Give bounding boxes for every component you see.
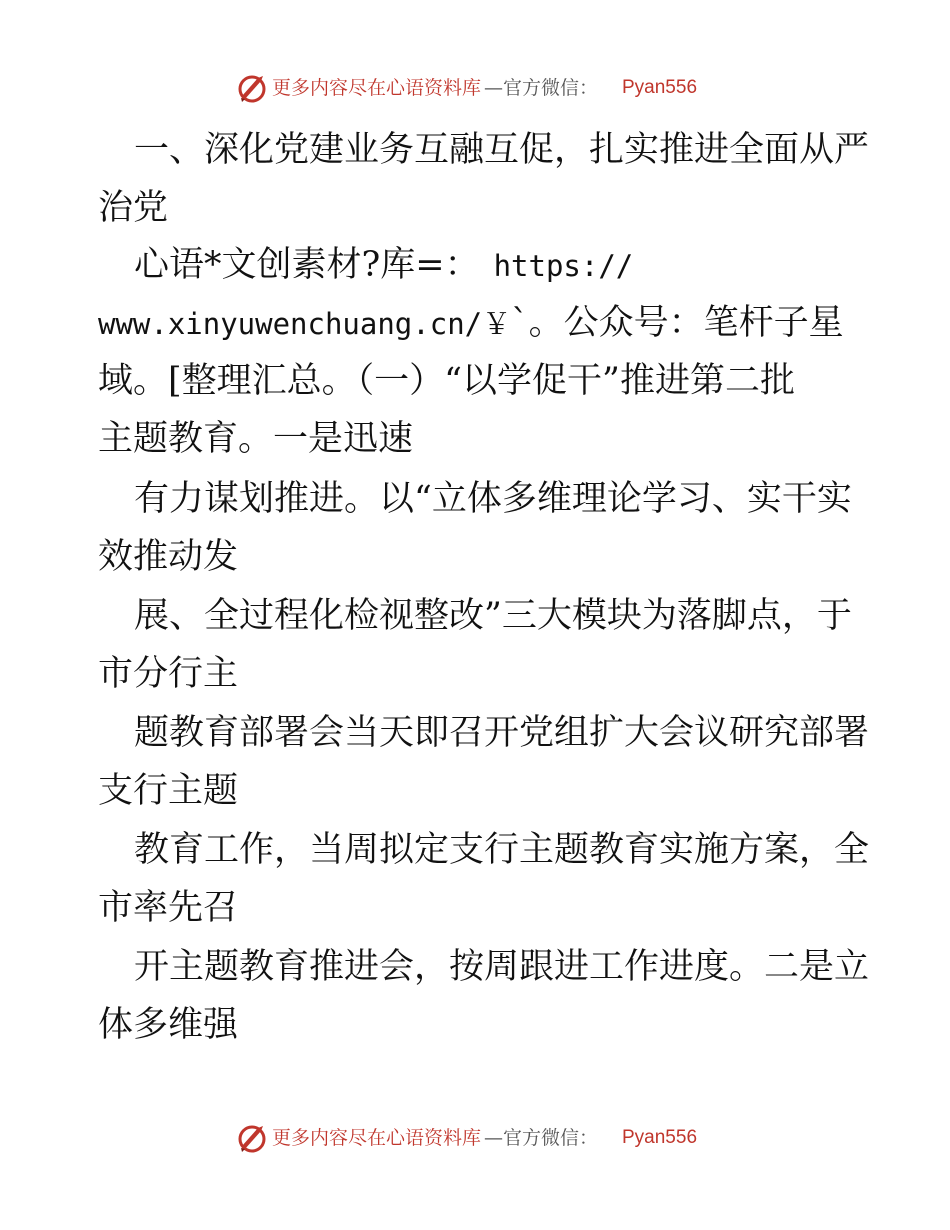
- header-banner: [0, 70, 950, 110]
- text-line: 开主题教育推进会，按周跟进工作进度。二是立: [134, 947, 870, 987]
- banner-title: 更多内容尽在心语资料库: [272, 1127, 482, 1149]
- text-line: 主题教育。一是迅速: [98, 419, 414, 459]
- text-line: [134, 245, 633, 286]
- banner-wechat-id: Pyan556: [622, 77, 698, 98]
- banner-wechat-label: —官方微信：: [484, 77, 599, 99]
- text-line: 市率先召: [98, 888, 239, 928]
- pen-logo-icon: [236, 72, 268, 104]
- pen-logo-icon: [236, 1122, 268, 1154]
- banner-wechat-label: —官方微信：: [484, 1127, 599, 1149]
- text-segment: 心语*文创素材?库=：: [134, 245, 480, 285]
- text-line: 展、全过程化检视整改”三大模块为落脚点，于: [134, 596, 852, 636]
- text-line: 教育工作，当周拟定支行主题教育实施方案，全: [134, 830, 870, 870]
- text-line: 域。[整理汇总。（一）“以学促干”推进第二批: [98, 361, 795, 401]
- text-segment: `。公众号：笔杆子星: [511, 303, 844, 343]
- text-line: 体多维强: [98, 1005, 239, 1045]
- text-line: [98, 303, 844, 344]
- text-line: 支行主题: [98, 771, 239, 811]
- footer-banner: [0, 1120, 950, 1160]
- banner-wechat-id: Pyan556: [622, 1127, 698, 1148]
- banner-title: 更多内容尽在心语资料库: [272, 77, 482, 99]
- url-segment: www.xinyuwenchuang.cn/￥: [98, 307, 512, 341]
- text-line: 一、深化党建业务互融互促，扎实推进全面从严: [134, 130, 870, 170]
- text-line: 有力谋划推进。以“立体多维理论学习、实干实: [134, 479, 852, 519]
- text-line: 市分行主: [98, 654, 239, 694]
- text-line: 治党: [98, 188, 169, 228]
- url-segment: https://: [493, 249, 634, 283]
- text-line: 效推动发: [98, 537, 239, 577]
- text-line: 题教育部署会当天即召开党组扩大会议研究部署: [134, 713, 870, 753]
